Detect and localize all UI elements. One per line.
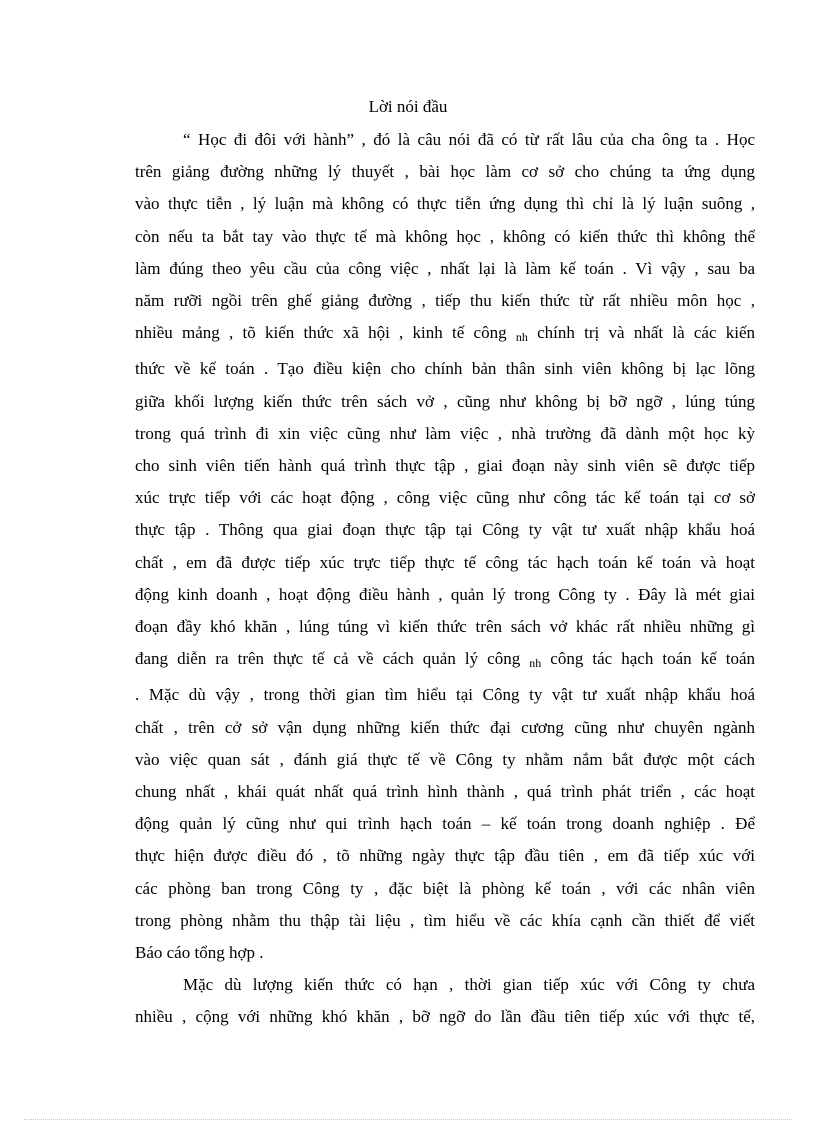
text-line bbox=[135, 905, 755, 937]
text-line bbox=[135, 808, 755, 840]
paragraph-1 bbox=[135, 124, 755, 969]
text-line-content: thực tập . Thông qua giai đoạn thực tập tại Công ty vật tư xuất nhập khẩu hoá bbox=[135, 520, 755, 540]
text-line-content: giữa khối lượng kiến thức trên sách vở , cũng như không bị bỡ ngỡ , lúng túng bbox=[135, 391, 755, 411]
text-line bbox=[135, 611, 755, 643]
text-line bbox=[135, 188, 755, 220]
text-line bbox=[135, 776, 755, 808]
text-line-content: chất , em đã được tiếp xúc trực tiếp thực tế công tác hạch toán kế toán và hoạt bbox=[135, 552, 755, 572]
subscript-text: nh bbox=[515, 330, 528, 345]
text-line-content: trên giảng đường những lý thuyết , bài học làm cơ sở cho chúng ta ứng dụng bbox=[135, 162, 755, 182]
text-line-content: . Mặc dù vậy , trong thời gian tìm hiểu tại Công ty vật tư xuất nhập khẩu hoá bbox=[135, 685, 755, 705]
text-line bbox=[135, 482, 755, 514]
text-line bbox=[135, 547, 755, 579]
text-line-content: đoạn đầy khó khăn , lúng túng vì kiến thức trên sách vở khác rất nhiều những gì bbox=[135, 617, 755, 637]
text-line bbox=[135, 873, 755, 905]
text-line bbox=[135, 840, 755, 872]
text-line bbox=[135, 418, 755, 450]
page-title: Lời nói đầu bbox=[368, 97, 448, 116]
text-line bbox=[135, 450, 755, 482]
text-line-tail: công tác hạch toán kế toán bbox=[550, 649, 756, 669]
text-line-content: “ Học đi đôi với hành” , đó là câu nói đã có từ rất lâu của cha ông ta . Học bbox=[183, 130, 755, 149]
text-line-content: động kinh doanh , hoạt động điều hành , quản lý trong Công ty . Đây là mét giai bbox=[135, 584, 755, 604]
text-line bbox=[135, 514, 755, 546]
text-line bbox=[135, 579, 755, 611]
text-line-content: Mặc dù lượng kiến thức có hạn , thời gian tiếp xúc với Công ty chưa bbox=[183, 975, 755, 995]
document-body bbox=[135, 124, 755, 1034]
paragraph-2 bbox=[135, 969, 755, 1033]
text-line-content: thức về kế toán . Tạo điều kiện cho chính bản thân sinh viên không bị lạc lõng bbox=[135, 359, 755, 379]
text-line bbox=[135, 253, 755, 285]
text-line bbox=[135, 643, 755, 679]
text-line-content: năm rưỡi ngồi trên ghế giảng đường , tiếp thu kiến thức từ rất nhiều môn học , bbox=[135, 291, 755, 311]
text-line bbox=[135, 386, 755, 418]
text-line-content: còn nếu ta bắt tay vào thực tế mà không học , không có kiến thức thì không thể bbox=[135, 226, 755, 246]
text-line-content: làm đúng theo yêu cầu của công việc , nhất lại là làm kế toán . Vì vậy , sau ba bbox=[135, 258, 755, 278]
text-line bbox=[135, 1001, 755, 1033]
text-line-content: thực hiện được điều đó , tõ những ngày thực tập đầu tiên , em đã tiếp xúc với bbox=[135, 846, 755, 866]
text-line-content: chung nhất , khái quát nhất quá trình hình thành , quá trình phát triển , các hoạt bbox=[135, 782, 755, 802]
text-line-tail: chính trị và nhất là các kiến bbox=[537, 323, 756, 343]
text-line-content: cho sinh viên tiến hành quá trình thực tập , giai đoạn này sinh viên sẽ được tiếp bbox=[135, 456, 755, 476]
text-line bbox=[135, 937, 755, 969]
text-line-content: nhiều mảng , tõ kiến thức xã hội , kinh tế công bbox=[135, 323, 507, 343]
text-line-content: nhiều , cộng với những khó khăn , bỡ ngỡ do lần đầu tiên tiếp xúc với thực tế, bbox=[135, 1007, 755, 1027]
text-line-content: trong phòng nhằm thu thập tài liệu , tìm hiểu về các khía cạnh cần thiết để viết bbox=[135, 910, 755, 930]
text-line bbox=[135, 353, 755, 385]
text-line-content: vào thực tiễn , lý luận mà không có thực tiễn ứng dụng thì chỉ là lý luận suông , bbox=[135, 194, 755, 214]
text-line-content: xúc trực tiếp với các hoạt động , công việc cũng như công tác kế toán tại cơ sở bbox=[135, 488, 755, 508]
text-line bbox=[135, 124, 755, 156]
text-line-content: trong quá trình đi xin việc cũng như làm việc , nhà trường đã dành một học kỳ bbox=[135, 423, 755, 443]
text-line bbox=[135, 317, 755, 353]
text-line-content: vào việc quan sát , đánh giá thực tế về Công ty nhằm nắm bắt được một cách bbox=[135, 749, 755, 769]
text-line bbox=[135, 679, 755, 711]
text-line-content: Báo cáo tổng hợp . bbox=[135, 943, 264, 963]
text-line bbox=[135, 744, 755, 776]
text-line bbox=[135, 221, 755, 253]
text-line-content: chất , trên cở sở vận dụng những kiến thức đại cương cũng như chuyên ngành bbox=[135, 717, 755, 737]
text-line bbox=[135, 156, 755, 188]
text-line-content: động quản lý cũng như qui trình hạch toán – kế toán trong doanh nghiệp . Để bbox=[135, 814, 755, 834]
text-line bbox=[135, 969, 755, 1001]
text-line bbox=[135, 712, 755, 744]
text-line-content: các phòng ban trong Công ty , đặc biệt là phòng kế toán , với các nhân viên bbox=[135, 878, 755, 898]
text-line-content: đang diễn ra trên thực tế cả về cách quản lý công bbox=[135, 649, 521, 669]
text-line bbox=[135, 285, 755, 317]
page-bottom-divider bbox=[24, 1119, 792, 1120]
subscript-text: nh bbox=[529, 656, 542, 671]
